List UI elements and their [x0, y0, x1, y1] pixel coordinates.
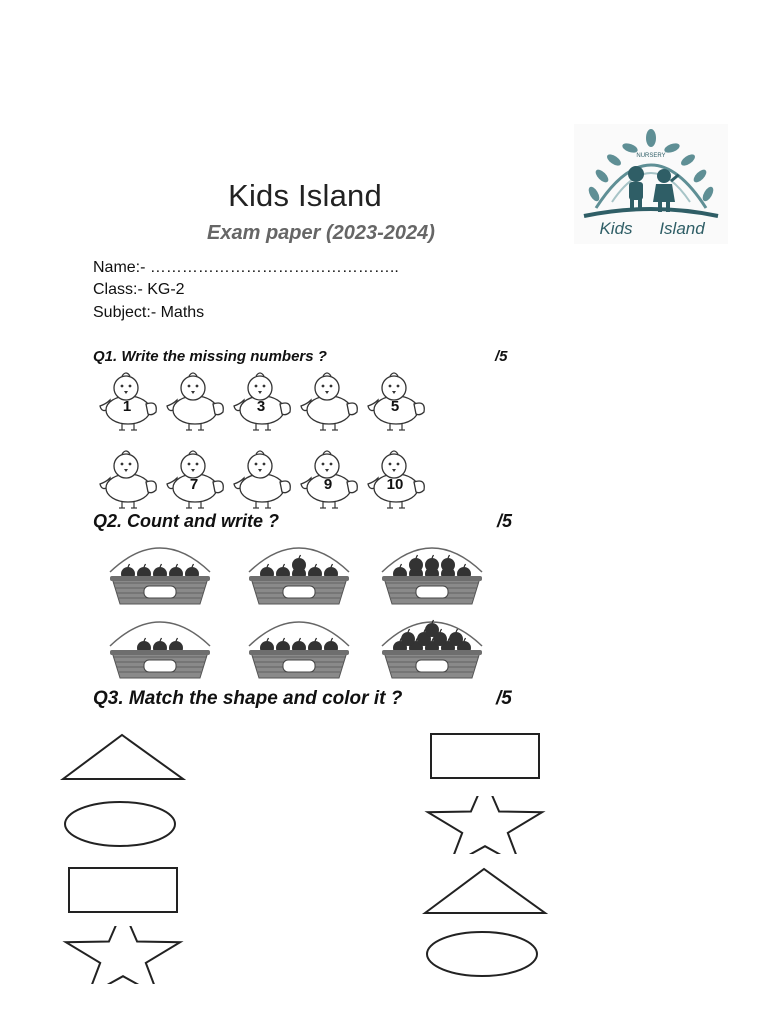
question-2-label: Q2. Count and write ? [93, 511, 280, 531]
answer-box[interactable] [416, 586, 448, 598]
apple [292, 558, 306, 572]
school-logo [574, 124, 728, 244]
answer-box[interactable] [416, 660, 448, 672]
apple [441, 558, 455, 572]
question-3-marks: /5 [496, 688, 512, 709]
apple [409, 558, 423, 572]
answer-box[interactable] [144, 660, 176, 672]
rectangle-shape[interactable] [422, 728, 548, 786]
apple-basket [243, 538, 355, 606]
star-shape[interactable] [60, 926, 186, 984]
apple-basket [376, 612, 488, 680]
apple [425, 558, 439, 572]
triangle-shape[interactable] [422, 862, 548, 920]
triangle-shape[interactable] [60, 728, 186, 786]
logo-top-word: NURSERY [636, 153, 666, 159]
logo-left-word: Kids [599, 219, 633, 238]
chick-figure [230, 448, 296, 510]
oval-shape[interactable] [422, 926, 548, 984]
question-1-marks: /5 [495, 348, 508, 365]
answer-box[interactable] [283, 660, 315, 672]
answer-box[interactable] [283, 586, 315, 598]
chick-number: 10 [386, 476, 404, 493]
answer-box[interactable] [144, 586, 176, 598]
chick-number: 5 [390, 398, 400, 415]
apple [449, 632, 463, 646]
apple [425, 623, 439, 637]
chick-figure [364, 448, 430, 510]
student-name-line: Name:- ……………………………………….. [93, 259, 399, 276]
chick-figure [297, 448, 363, 510]
chick-figure [364, 370, 430, 432]
chick-figure [230, 370, 296, 432]
apple-basket [376, 538, 488, 606]
star-shape[interactable] [422, 796, 548, 854]
chick-number: 7 [189, 476, 199, 493]
chick-number: 9 [323, 476, 333, 493]
apple-basket [104, 538, 216, 606]
chick-number: 3 [256, 398, 266, 415]
chick-figure [163, 448, 229, 510]
rectangle-shape[interactable] [60, 862, 186, 920]
question-1-label: Q1. Write the missing numbers ? [93, 348, 327, 365]
exam-title: Exam paper (2023-2024) [207, 222, 435, 244]
chick-figure [96, 370, 162, 432]
subject-line: Subject:- Maths [93, 304, 205, 321]
apple [401, 632, 415, 646]
apple-basket [243, 612, 355, 680]
school-name: Kids Island [228, 178, 382, 213]
chick-figure [163, 370, 229, 432]
oval-shape[interactable] [60, 796, 186, 854]
question-3-label: Q3. Match the shape and color it ? [93, 688, 403, 709]
chick-figure [96, 448, 162, 510]
logo-right-word: Island [659, 219, 705, 238]
chick-figure [297, 370, 363, 432]
apple-basket [104, 612, 216, 680]
question-2-marks: /5 [497, 511, 513, 531]
chick-number: 1 [122, 398, 132, 415]
student-class-line: Class:- KG-2 [93, 281, 185, 298]
